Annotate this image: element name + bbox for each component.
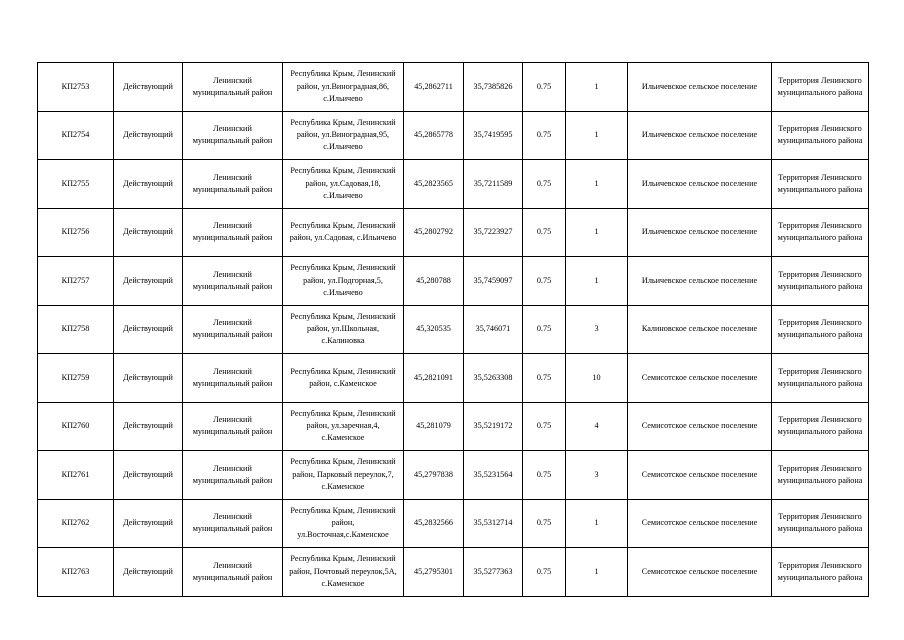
row-settlement: Ильичевское сельское поселение — [628, 111, 772, 160]
row-container-count: 1 — [566, 257, 628, 306]
row-address: Республика Крым, Ленинский район, ул.Восточная,с.Каменское — [283, 499, 404, 548]
row-latitude: 45,2802792 — [404, 208, 464, 257]
row-district: Ленинский муниципальный район — [183, 111, 283, 160]
row-volume: 0.75 — [523, 111, 566, 160]
row-code: КП2762 — [38, 499, 114, 548]
row-status: Действующий — [114, 402, 183, 451]
row-code: КП2759 — [38, 354, 114, 403]
row-latitude: 45,2823565 — [404, 160, 464, 209]
row-district: Ленинский муниципальный район — [183, 208, 283, 257]
row-latitude: 45,2795301 — [404, 548, 464, 597]
row-code: КП2758 — [38, 305, 114, 354]
row-container-count: 1 — [566, 208, 628, 257]
row-settlement: Ильичевское сельское поселение — [628, 208, 772, 257]
row-territory: Территория Ленинского муниципального района — [772, 160, 869, 209]
row-code: КП2763 — [38, 548, 114, 597]
row-longitude: 35,746071 — [464, 305, 523, 354]
row-territory: Территория Ленинского муниципального района — [772, 548, 869, 597]
row-container-count: 1 — [566, 160, 628, 209]
row-territory: Территория Ленинского муниципального района — [772, 257, 869, 306]
row-volume: 0.75 — [523, 402, 566, 451]
row-settlement: Ильичевское сельское поселение — [628, 160, 772, 209]
row-status: Действующий — [114, 63, 183, 112]
row-status: Действующий — [114, 160, 183, 209]
row-territory: Территория Ленинского муниципального района — [772, 499, 869, 548]
row-district: Ленинский муниципальный район — [183, 548, 283, 597]
row-latitude: 45,280788 — [404, 257, 464, 306]
table-row — [38, 402, 869, 451]
row-settlement: Семисотское сельское поселение — [628, 499, 772, 548]
row-code: КП2756 — [38, 208, 114, 257]
row-code: КП2754 — [38, 111, 114, 160]
row-code: КП2761 — [38, 451, 114, 500]
row-volume: 0.75 — [523, 63, 566, 112]
row-status: Действующий — [114, 111, 183, 160]
row-territory: Территория Ленинского муниципального района — [772, 305, 869, 354]
table-row — [38, 63, 869, 112]
row-code: КП2757 — [38, 257, 114, 306]
row-longitude: 35,7419595 — [464, 111, 523, 160]
row-territory: Территория Ленинского муниципального района — [772, 451, 869, 500]
row-code: КП2760 — [38, 402, 114, 451]
row-container-count: 3 — [566, 451, 628, 500]
row-address: Республика Крым, Ленинский район, ул.Школьная, с.Калиновка — [283, 305, 404, 354]
row-district: Ленинский муниципальный район — [183, 402, 283, 451]
row-settlement: Семисотское сельское поселение — [628, 402, 772, 451]
row-volume: 0.75 — [523, 305, 566, 354]
row-address: Республика Крым, Ленинский район, Парковый переулок,7, с.Каменское — [283, 451, 404, 500]
row-latitude: 45,2797838 — [404, 451, 464, 500]
row-address: Республика Крым, Ленинский район, Почтовый переулок,5А, с.Каменское — [283, 548, 404, 597]
row-longitude: 35,7211589 — [464, 160, 523, 209]
row-status: Действующий — [114, 257, 183, 306]
row-longitude: 35,7223927 — [464, 208, 523, 257]
row-address: Республика Крым, Ленинский район, ул.Садовая, с.Ильичево — [283, 208, 404, 257]
row-volume: 0.75 — [523, 499, 566, 548]
row-volume: 0.75 — [523, 208, 566, 257]
row-volume: 0.75 — [523, 160, 566, 209]
table-row — [38, 111, 869, 160]
row-latitude: 45,320535 — [404, 305, 464, 354]
table-row — [38, 257, 869, 306]
row-address: Республика Крым, Ленинский район, с.Каменское — [283, 354, 404, 403]
row-container-count: 1 — [566, 499, 628, 548]
row-container-count: 4 — [566, 402, 628, 451]
row-territory: Территория Ленинского муниципального района — [772, 111, 869, 160]
table-row — [38, 499, 869, 548]
row-volume: 0.75 — [523, 354, 566, 403]
row-territory: Территория Ленинского муниципального района — [772, 63, 869, 112]
row-longitude: 35,5312714 — [464, 499, 523, 548]
row-container-count: 1 — [566, 548, 628, 597]
row-latitude: 45,2832566 — [404, 499, 464, 548]
row-territory: Территория Ленинского муниципального района — [772, 208, 869, 257]
row-longitude: 35,7385826 — [464, 63, 523, 112]
row-latitude: 45,2865778 — [404, 111, 464, 160]
row-status: Действующий — [114, 354, 183, 403]
row-territory: Территория Ленинского муниципального района — [772, 354, 869, 403]
row-status: Действующий — [114, 451, 183, 500]
row-district: Ленинский муниципальный район — [183, 63, 283, 112]
row-settlement: Семисотское сельское поселение — [628, 548, 772, 597]
row-district: Ленинский муниципальный район — [183, 499, 283, 548]
row-volume: 0.75 — [523, 548, 566, 597]
table-row — [38, 305, 869, 354]
row-district: Ленинский муниципальный район — [183, 305, 283, 354]
row-status: Действующий — [114, 499, 183, 548]
row-container-count: 10 — [566, 354, 628, 403]
row-longitude: 35,5277363 — [464, 548, 523, 597]
table-row — [38, 354, 869, 403]
row-code: КП2753 — [38, 63, 114, 112]
row-district: Ленинский муниципальный район — [183, 451, 283, 500]
row-latitude: 45,2821091 — [404, 354, 464, 403]
row-address: Республика Крым, Ленинский район, ул.Виноградная,86, с.Ильичево — [283, 63, 404, 112]
row-container-count: 1 — [566, 63, 628, 112]
table-row — [38, 208, 869, 257]
row-status: Действующий — [114, 305, 183, 354]
row-settlement: Ильичевское сельское поселение — [628, 63, 772, 112]
row-container-count: 1 — [566, 111, 628, 160]
row-longitude: 35,5231564 — [464, 451, 523, 500]
row-address: Республика Крым, Ленинский район, ул.Садовая,18, с.Ильичево — [283, 160, 404, 209]
row-volume: 0.75 — [523, 257, 566, 306]
row-longitude: 35,7459097 — [464, 257, 523, 306]
row-status: Действующий — [114, 548, 183, 597]
row-settlement: Семисотское сельское поселение — [628, 451, 772, 500]
row-code: КП2755 — [38, 160, 114, 209]
row-district: Ленинский муниципальный район — [183, 160, 283, 209]
row-address: Республика Крым, Ленинский район, ул.Виноградная,95, с.Ильичево — [283, 111, 404, 160]
row-longitude: 35,5263308 — [464, 354, 523, 403]
row-settlement: Ильичевское сельское поселение — [628, 257, 772, 306]
row-territory: Территория Ленинского муниципального района — [772, 402, 869, 451]
table-row — [38, 160, 869, 209]
row-settlement: Калиновское сельское поселение — [628, 305, 772, 354]
row-address: Республика Крым, Ленинский район, ул.Подгорная,5, с.Ильичево — [283, 257, 404, 306]
row-status: Действующий — [114, 208, 183, 257]
registry-table — [37, 62, 869, 597]
table-row — [38, 548, 869, 597]
row-longitude: 35,5219172 — [464, 402, 523, 451]
row-settlement: Семисотское сельское поселение — [628, 354, 772, 403]
row-latitude: 45,281079 — [404, 402, 464, 451]
row-address: Республика Крым, Ленинский район, ул.заречная,4, с.Каменское — [283, 402, 404, 451]
row-latitude: 45,2862711 — [404, 63, 464, 112]
table-body — [38, 63, 869, 597]
table-row — [38, 451, 869, 500]
row-volume: 0.75 — [523, 451, 566, 500]
row-district: Ленинский муниципальный район — [183, 354, 283, 403]
row-district: Ленинский муниципальный район — [183, 257, 283, 306]
row-container-count: 3 — [566, 305, 628, 354]
